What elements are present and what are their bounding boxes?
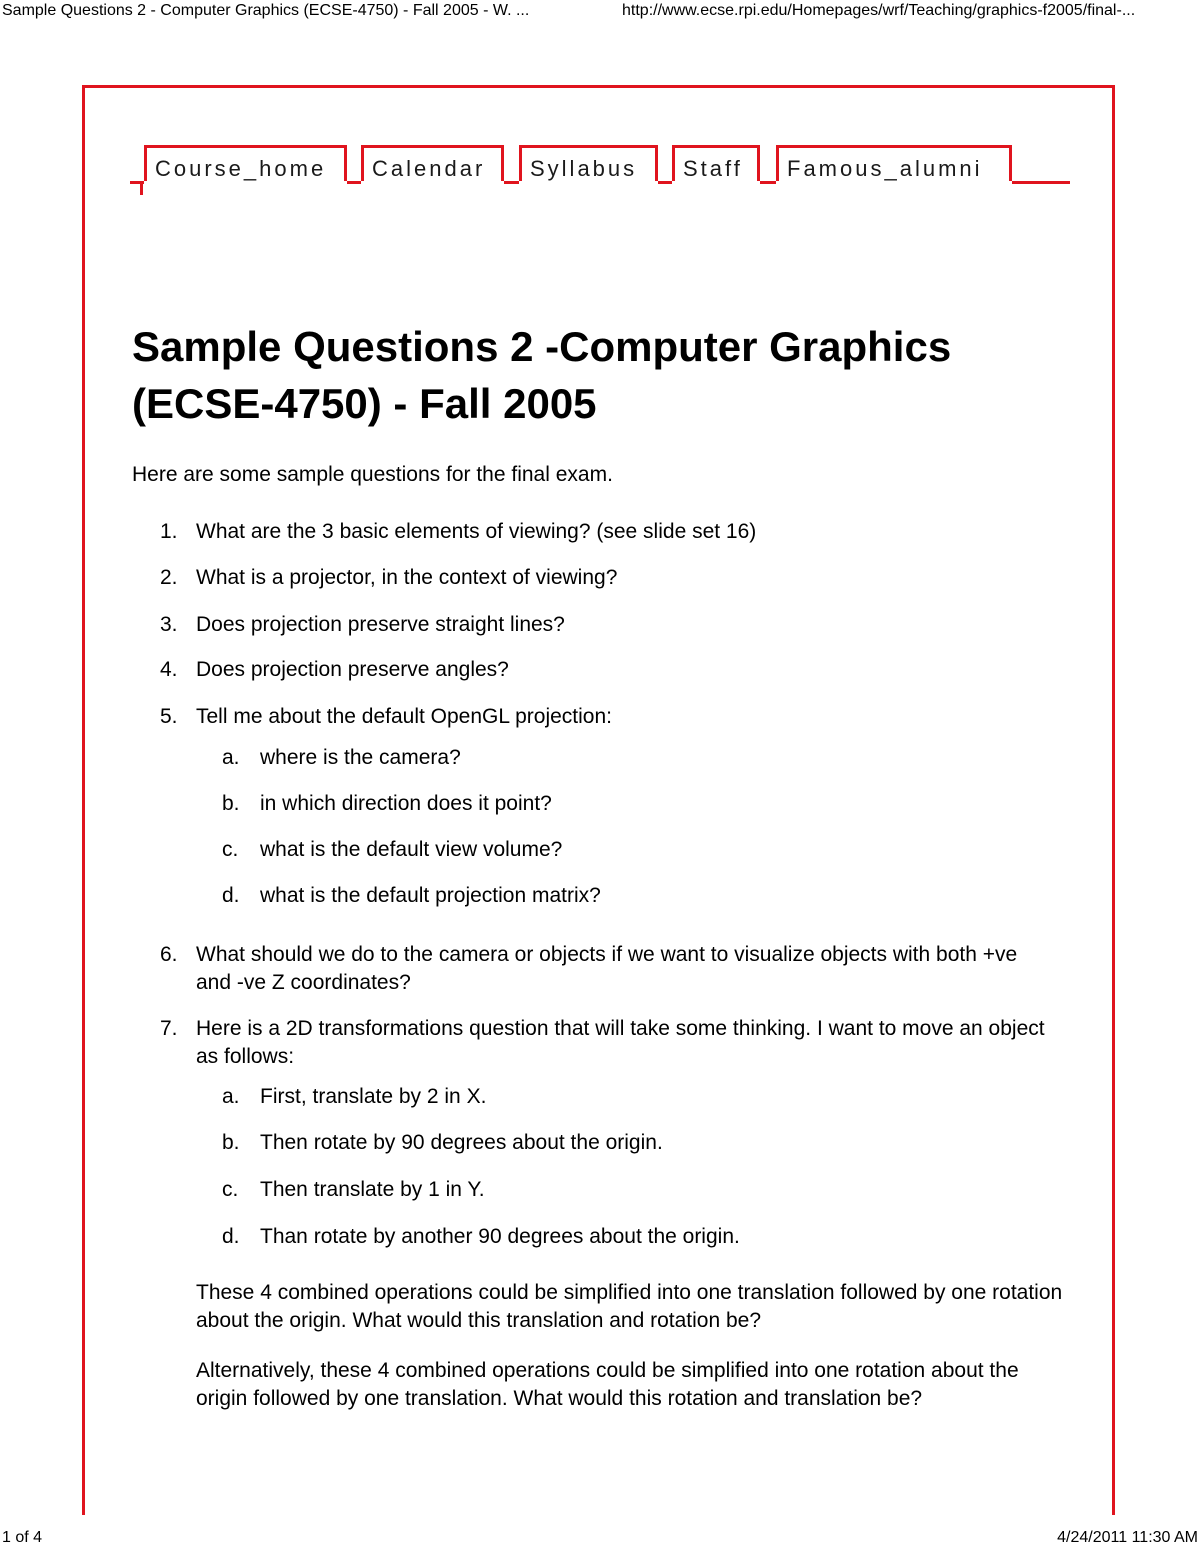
question-text: Tell me about the default OpenGL projection: xyxy=(196,705,612,728)
sub-question-letter: c. xyxy=(222,838,239,861)
intro-text: Here are some sample questions for the final exam. xyxy=(132,463,613,486)
question-number: 5. xyxy=(160,705,178,728)
question-number: 2. xyxy=(160,566,178,589)
nav-underline xyxy=(504,181,519,184)
question-number: 7. xyxy=(160,1017,178,1040)
nav-bar xyxy=(130,145,1070,195)
question-paragraph: Alternatively, these 4 combined operations could be simplified into one rotation about the origin followed by one translation. What would this rotation and translation be? xyxy=(196,1359,1019,1410)
tab-staff[interactable]: Staff xyxy=(672,145,760,181)
question-number: 3. xyxy=(160,613,178,636)
print-footer-page: 1 of 4 xyxy=(2,1529,43,1546)
nav-underline xyxy=(760,181,776,184)
sub-question-letter: a. xyxy=(222,746,240,769)
question-number: 1. xyxy=(160,520,178,543)
sub-question-text: what is the default projection matrix? xyxy=(260,884,601,907)
sub-question-text: what is the default view volume? xyxy=(260,838,563,861)
tab-famous-alumni[interactable]: Famous_alumni xyxy=(776,145,1012,181)
nav-underline xyxy=(658,181,672,184)
print-header xyxy=(0,0,1200,26)
tab-calendar[interactable]: Calendar xyxy=(361,145,504,181)
sub-question-text: Then translate by 1 in Y. xyxy=(260,1178,485,1201)
page-title: Sample Questions 2 -Computer Graphics (ECSE-4750) - Fall 2005 xyxy=(132,323,952,427)
question-text: What should we do to the camera or objects if we want to visualize objects with both +ve and -ve Z coordinates? xyxy=(196,943,1018,994)
question-text: What is a projector, in the context of viewing? xyxy=(196,566,618,589)
sub-question-text: First, translate by 2 in X. xyxy=(260,1085,487,1108)
sub-question-letter: d. xyxy=(222,884,240,907)
nav-underline xyxy=(1012,181,1070,184)
sub-question-letter: c. xyxy=(222,1178,239,1201)
print-header-url: http://www.ecse.rpi.edu/Homepages/wrf/Teaching/graphics-f2005/final-... xyxy=(622,2,1136,19)
sub-question-letter: b. xyxy=(222,792,240,815)
sub-question-text: Than rotate by another 90 degrees about the origin. xyxy=(260,1225,740,1248)
print-footer xyxy=(0,1527,1200,1553)
sub-question-letter: a. xyxy=(222,1085,240,1108)
sub-question-letter: d. xyxy=(222,1225,240,1248)
sub-question-text: in which direction does it point? xyxy=(260,792,552,815)
question-text: Here is a 2D transformations question that will take some thinking. I want to move an object as follows: xyxy=(196,1017,1045,1068)
tab-course-home[interactable]: Course_home xyxy=(144,145,347,181)
print-header-title: Sample Questions 2 - Computer Graphics (ECSE-4750) - Fall 2005 - W. ... xyxy=(2,2,530,19)
question-number: 6. xyxy=(160,943,178,966)
question-paragraph: These 4 combined operations could be simplified into one translation followed by one rotation about the origin. What would this translation and rotation be? xyxy=(196,1281,1063,1332)
nav-stub xyxy=(140,181,143,195)
question-text: Does projection preserve straight lines? xyxy=(196,613,565,636)
question-text: What are the 3 basic elements of viewing? (see slide set 16) xyxy=(196,520,757,543)
sub-question-letter: b. xyxy=(222,1131,240,1154)
tab-syllabus[interactable]: Syllabus xyxy=(519,145,658,181)
sub-question-text: where is the camera? xyxy=(260,746,461,769)
print-footer-datetime: 4/24/2011 11:30 AM xyxy=(1057,1529,1198,1546)
question-text: Does projection preserve angles? xyxy=(196,658,509,681)
question-number: 4. xyxy=(160,658,178,681)
nav-underline xyxy=(347,181,361,184)
sub-question-text: Then rotate by 90 degrees about the origin. xyxy=(260,1131,663,1154)
